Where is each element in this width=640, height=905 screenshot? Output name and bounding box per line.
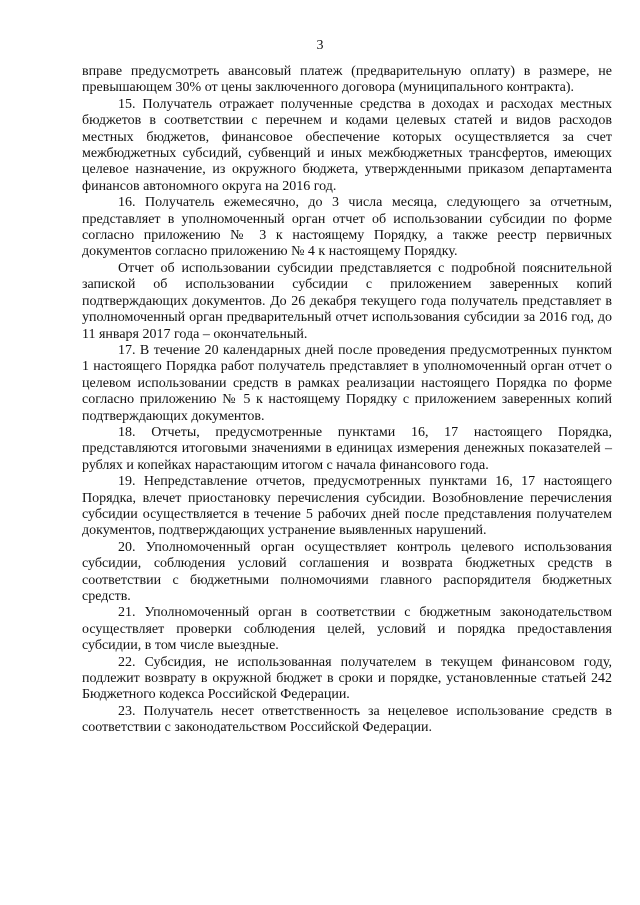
paragraph: 21. Уполномоченный орган в соответствии с бюджетным законодательством осуществляет проверки соблюдения целей, условий и порядка предоставления субсидии, в том числе выездные.: [82, 605, 612, 654]
page-number: 3: [316, 38, 324, 53]
paragraph: вправе предусмотреть авансовый платеж (предварительную оплату) в размере, не превышающем 30% от цены заключенного договора (муниципального контракта).: [82, 64, 612, 96]
paragraph: 22. Субсидия, не использованная получателем в текущем финансовом году, подлежит возврату в окружной бюджет в сроки и порядке, установленные статьей 242 Бюджетного кодекса Российской Федерации.: [82, 654, 612, 703]
paragraph: 18. Отчеты, предусмотренные пунктами 16, 17 настоящего Порядка, представляются итоговыми значениями в единицах измерения денежных показателей – рублях и копейках нарастающим итогом с начала финансового года.: [82, 424, 612, 473]
paragraph: 20. Уполномоченный орган осуществляет контроль целевого использования субсидии, соблюдения условий соглашения и возврата бюджетных средств в соответствии с бюджетными полномочиями главного распорядителя бюджетных средств.: [82, 539, 612, 604]
document-body: [82, 64, 612, 737]
paragraph: Отчет об использовании субсидии представляется с подробной пояснительной запиской об использовании субсидии с приложением заверенных копий подтверждающих документов. До 26 декабря текущего года получатель представляет в уполномоченный орган предварительный отчет использования субсидии за 2016 год, до 11 января 2017 года – окончательный.: [82, 260, 612, 342]
paragraph: 16. Получатель ежемесячно, до 3 числа месяца, следующего за отчетным, представляет в уполномоченный орган отчет об использовании субсидии по форме согласно приложению № 3 к настоящему Порядку, а также реестр первичных документов согласно приложению № 4 к настоящему Порядку.: [82, 195, 612, 260]
paragraph: 23. Получатель несет ответственность за нецелевое использование средств в соответствии с законодательством Российской Федерации.: [82, 703, 612, 736]
paragraph: 19. Непредставление отчетов, предусмотренных пунктами 16, 17 настоящего Порядка, влечет приостановку перечисления субсидии. Возобновление перечисления субсидии осуществляется в течение 5 рабочих дней после представления получателем документов, подтверждающих устранение выявленных нарушений.: [82, 474, 612, 539]
paragraph: 15. Получатель отражает полученные средства в доходах и расходах местных бюджетов в соответствии с перечнем и кодами целевых статей и видов расходов местных бюджетов, финансовое обеспечение которых осуществляется за счет межбюджетных субсидий, субвенций и иных межбюджетных трансфертов, имеющих целевое назначение, из окружного бюджета, утвержденными приказом департамента финансов автономного округа на 2016 год.: [82, 96, 612, 194]
paragraph: 17. В течение 20 календарных дней после проведения предусмотренных пунктом 1 настоящего Порядка работ получатель представляет в уполномоченный орган отчет о целевом использовании средств в рамках реализации настоящего Порядка по форме согласно приложению № 5 к настоящему Порядку с приложением заверенных копий подтверждающих документов.: [82, 342, 612, 424]
